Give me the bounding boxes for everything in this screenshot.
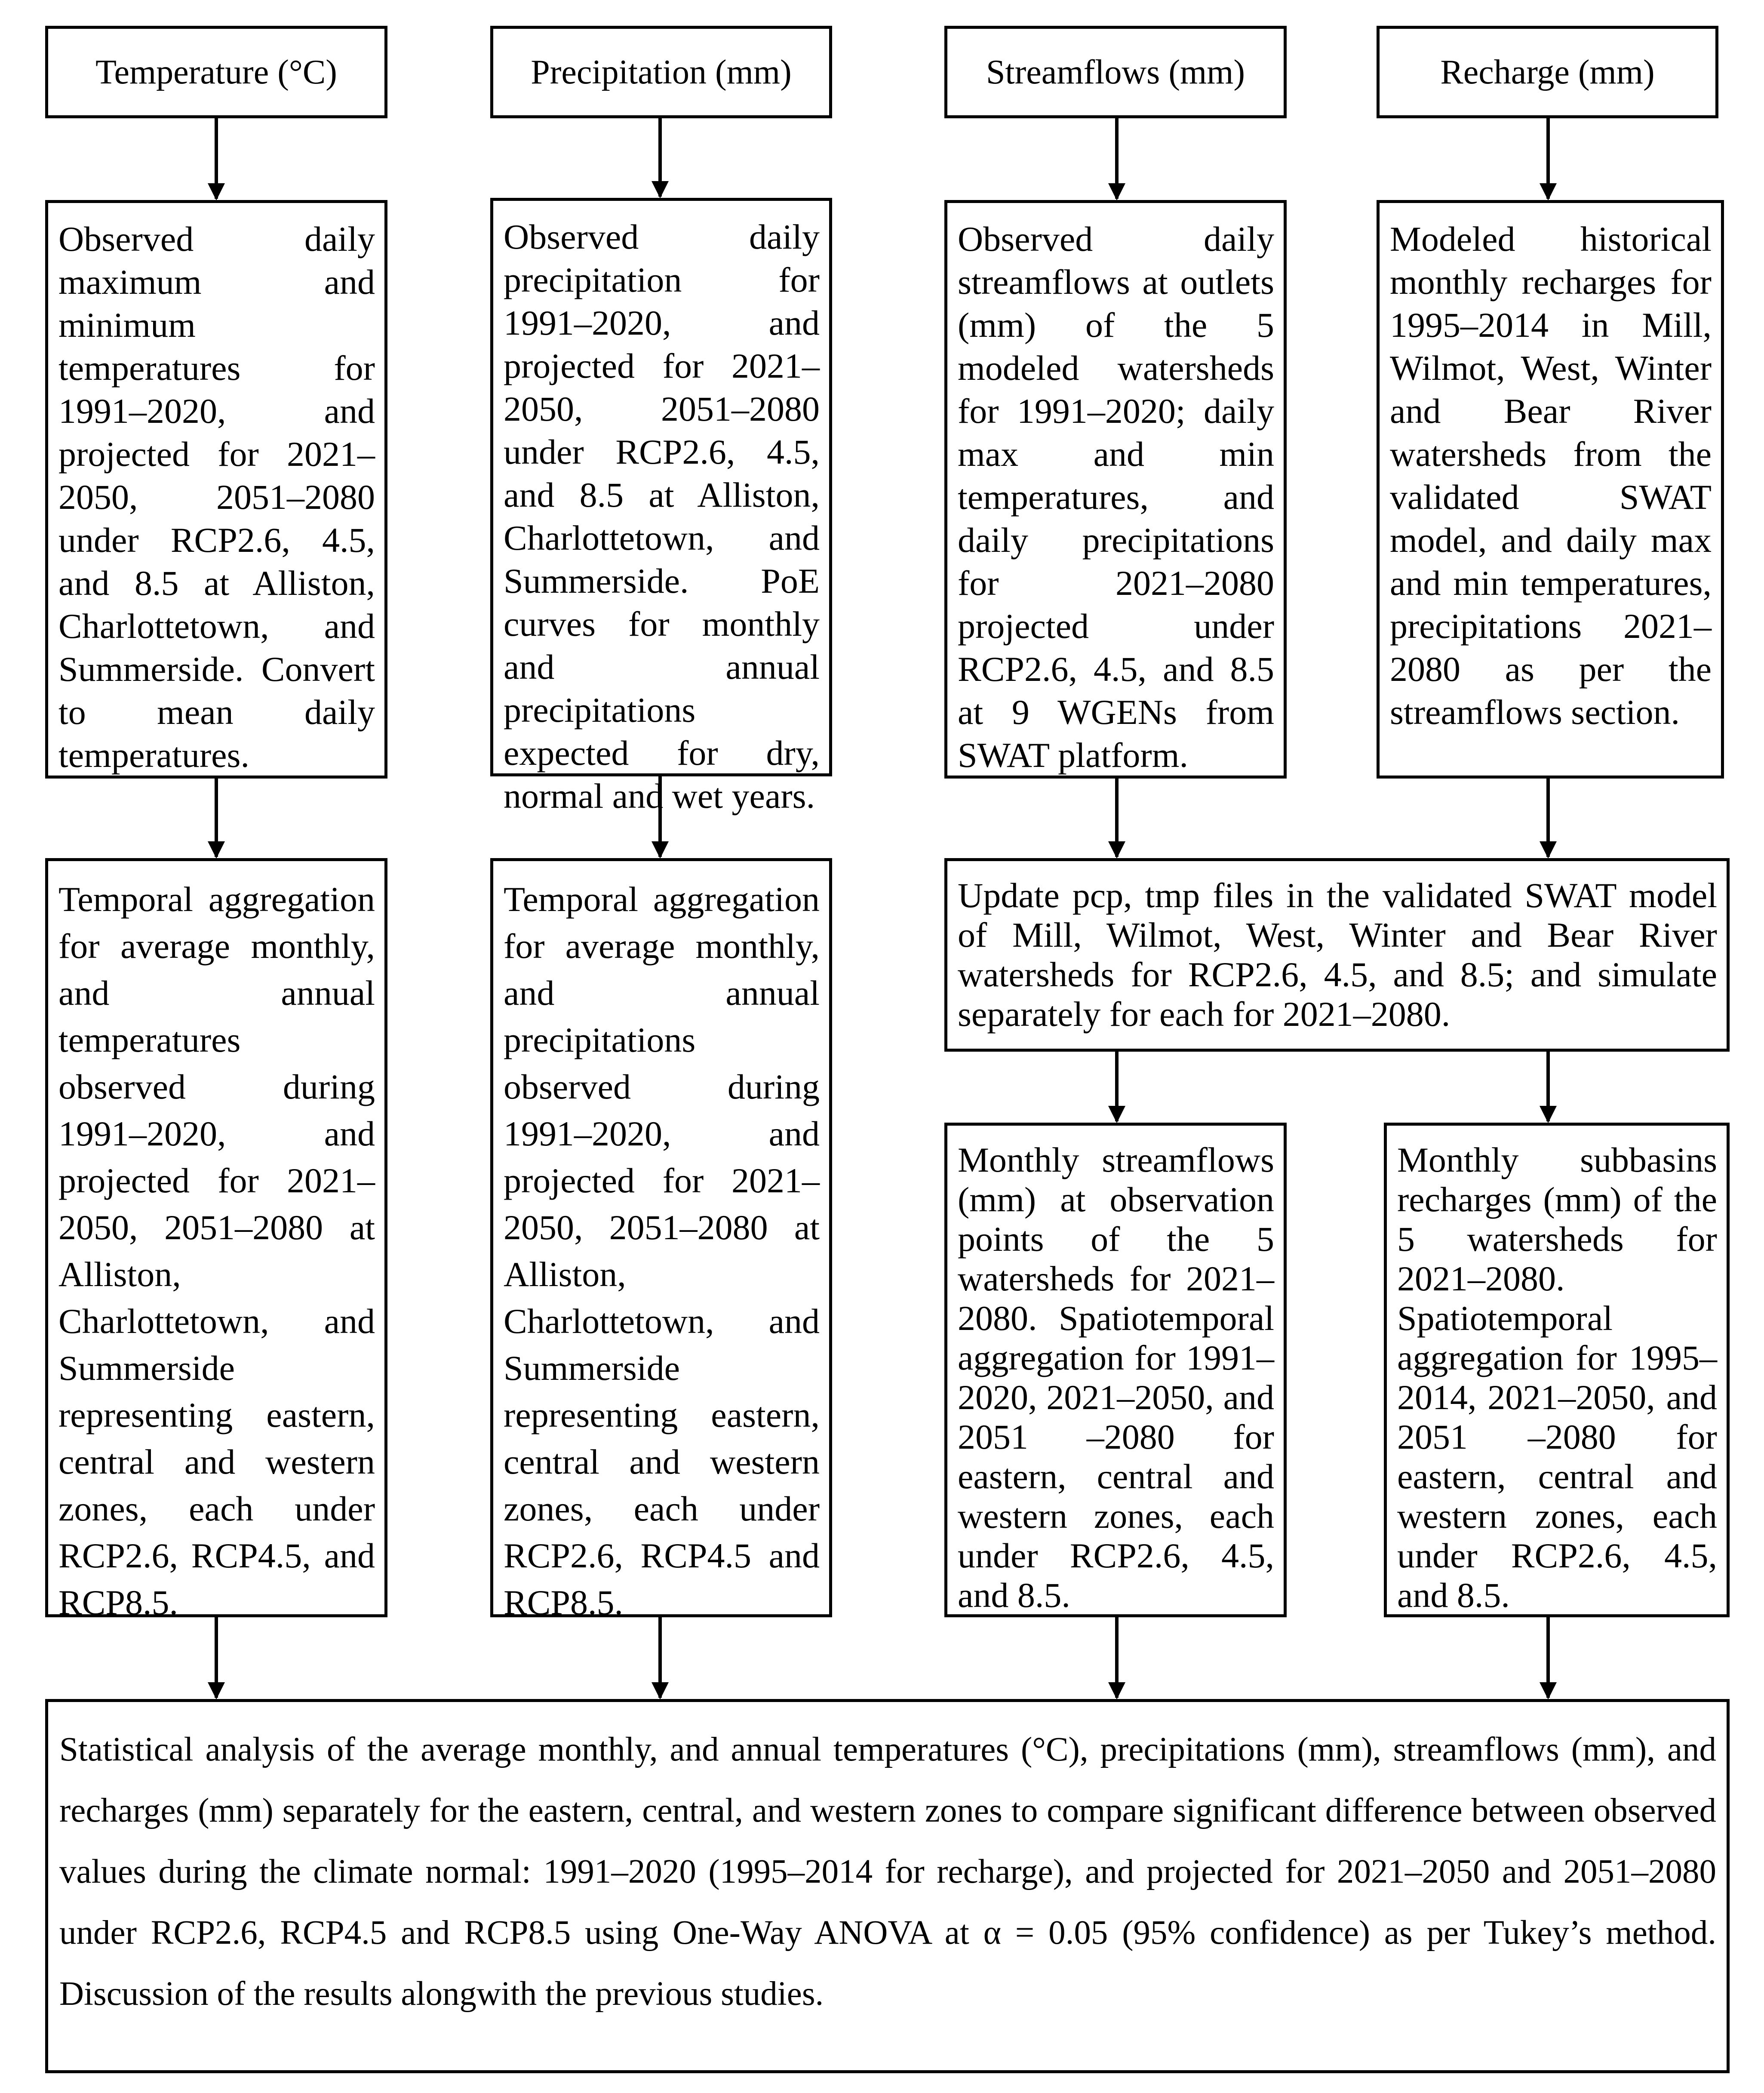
input-precipitation: Observed daily precipitation for 1991–2020, and projected for 2021–2050, 2051–2080 under RCP2.6, 4.5, and 8.5 at Alliston, Charlottetown, and Summerside. PoE curves for monthly and annual precipitations expected for dry, normal and wet years. — [490, 198, 832, 776]
aggregation-recharge: Monthly subbasins recharges (mm) of the 5 watersheds for 2021–2080. Spatiotemporal aggregation for 1995–2014, 2021–2050, and 2051 –2080 for eastern, central and western zones, each under RCP2.6, 4.5, and 8.5. — [1384, 1123, 1730, 1617]
aggregation-streamflows: Monthly streamflows (mm) at observation points of the 5 watersheds for 2021–2080. Spatiotemporal aggregation for 1991–2020, 2021–2050, and 2051 –2080 for eastern, central and western zones, each under RCP2.6, 4.5, and 8.5. — [944, 1123, 1287, 1617]
aggregation-temperature: Temporal aggregation for average monthly, and annual temperatures observed during 1991–2020, and projected for 2021–2050, 2051–2080 at Alliston, Charlottetown, and Summerside representing eastern, central and western zones, each under RCP2.6, RCP4.5, and RCP8.5. — [45, 858, 387, 1617]
statistical-analysis-box: Statistical analysis of the average monthly, and annual temperatures (°C), precipitations (mm), streamflows (mm), and recharges (mm) separately for the eastern, central, and western zones to compare significant difference between observed values during the climate normal: 1991–2020 (1995–2014 for recharge), and projected for 2021–2050 and 2051–2080 under RCP2.6, RCP4.5 and RCP8.5 using One-Way ANOVA at α = 0.05 (95% confidence) as per Tukey’s method. Discussion of the results alongwith the previous studies. — [45, 1699, 1730, 2073]
input-streamflows: Observed daily streamflows at outlets (mm) of the 5 modeled watersheds for 1991–2020; daily max and min temperatures, and daily precipitations for 2021–2080 projected under RCP2.6, 4.5, and 8.5 at 9 WGENs from SWAT platform. — [944, 200, 1287, 779]
aggregation-precipitation: Temporal aggregation for average monthly, and annual precipitations observed during 1991–2020, and projected for 2021–2050, 2051–2080 at Alliston, Charlottetown, and Summerside representing eastern, central and western zones, each under RCP2.6, RCP4.5 and RCP8.5. — [490, 858, 832, 1617]
input-temperature: Observed daily maximum and minimum temperatures for 1991–2020, and projected for 2021–2050, 2051–2080 under RCP2.6, 4.5, and 8.5 at Alliston, Charlottetown, and Summerside. Convert to mean daily temperatures. — [45, 200, 387, 779]
header-streamflows-label: Streamflows (mm) — [986, 53, 1245, 91]
header-precipitation-label: Precipitation (mm) — [531, 53, 792, 91]
swat-update-box: Update pcp, tmp files in the validated SWAT model of Mill, Wilmot, West, Winter and Bear River watersheds for RCP2.6, 4.5, and 8.5; and simulate separately for each for 2021–2080. — [944, 858, 1730, 1052]
header-temperature-label: Temperature (°C) — [95, 53, 337, 91]
header-recharge-label: Recharge (mm) — [1440, 53, 1655, 91]
input-recharge: Modeled historical monthly recharges for 1995–2014 in Mill, Wilmot, West, Winter and Bear River watersheds from the validated SWAT model, and daily max and min temperatures, precipitations 2021–2080 as per the streamflows section. — [1377, 200, 1724, 779]
